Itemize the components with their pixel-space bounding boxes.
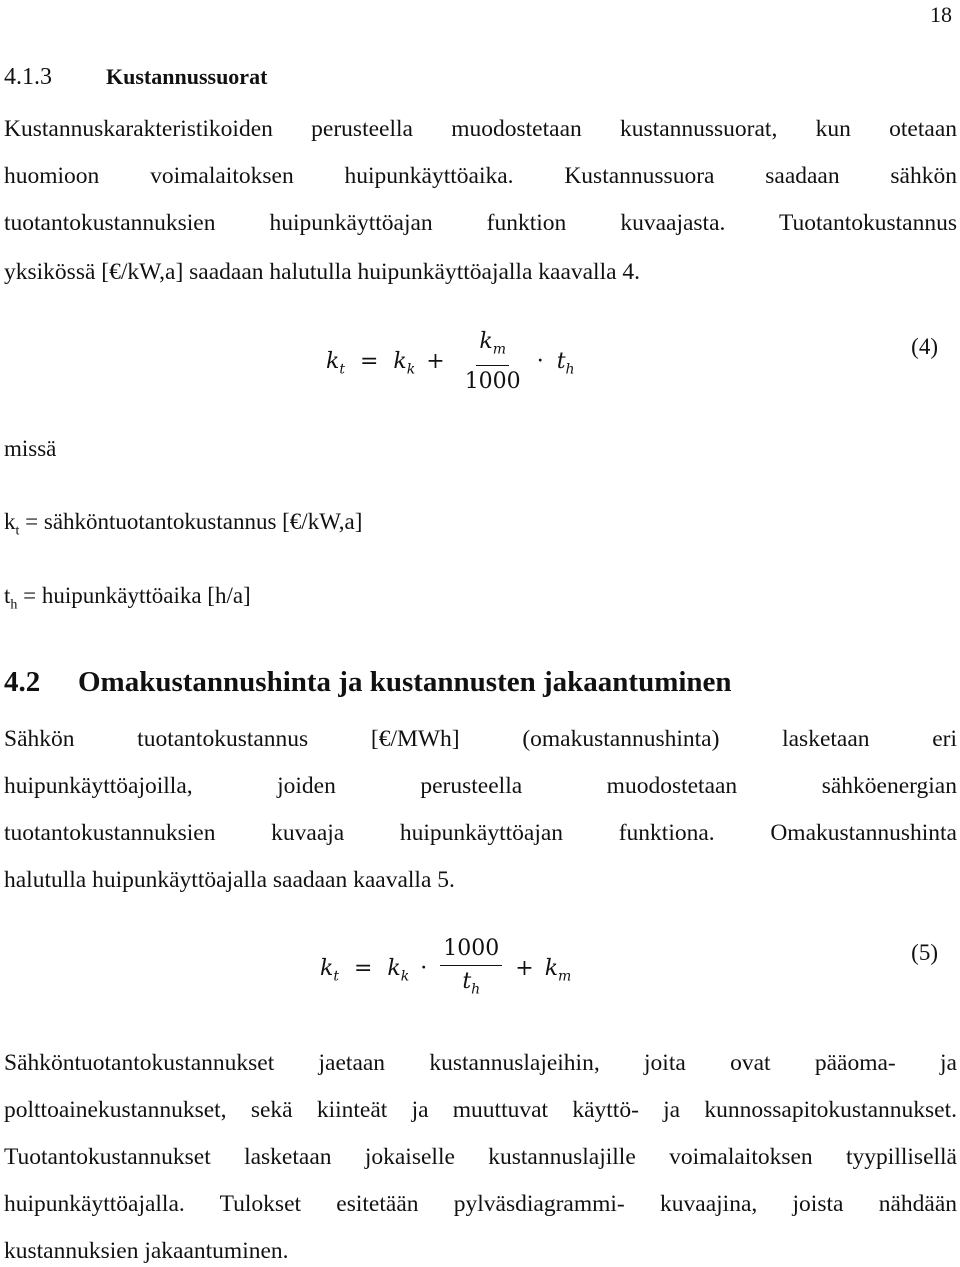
equation-4: $k_t = k_k$ + $\frac{k_m}{1000}$ · $t_h$ xyxy=(326,329,575,395)
paragraph-line: huomioon voimalaitoksen huipunkäyttöaika. Kustannussuora saadaan sähkön xyxy=(4,163,957,189)
paragraph-line: huipunkäyttöajoilla, joiden perusteella muodostetaan sähköenergian xyxy=(4,773,957,799)
paragraph-line: tuotantokustannuksien kuvaaja huipunkäyttöajan funktiona. Omakustannushinta xyxy=(4,820,957,846)
section-heading-4-1-3 xyxy=(4,64,267,91)
definition-th: $t_h$ = huipunkäyttöaika [h/a] xyxy=(4,583,251,613)
where-label: missä xyxy=(4,436,57,461)
paragraph-line: Kustannuskarakteristikoiden perusteella muodostetaan kustannussuorat, kun otetaan xyxy=(4,116,957,142)
equation-5: $k_t = k_k$ · $\frac{1000}{t_h}$ + $k_m$ xyxy=(320,935,571,1003)
equation-number: (5) xyxy=(911,940,938,965)
paragraph-line: kustannuksien jakaantuminen. xyxy=(4,1238,289,1264)
paragraph-line: polttoainekustannukset, sekä kiinteät ja muuttuvat käyttö- ja kunnossapitokustannukset. xyxy=(4,1097,957,1123)
fraction: $\frac{1000}{t_h}$ xyxy=(440,935,502,1003)
paragraph-line: Tuotantokustannukset lasketaan jokaiselle kustannuslajille voimalaitoksen tyypillisellä xyxy=(4,1144,957,1170)
section-title: Kustannussuorat xyxy=(106,64,268,89)
page-number: 18 xyxy=(930,2,952,27)
fraction: $\frac{k_m}{1000}$ xyxy=(464,329,521,395)
paragraph-line: tuotantokustannuksien huipunkäyttöajan funktion kuvaajasta. Tuotantokustannus xyxy=(4,210,957,236)
paragraph-line: Sähköntuotantokustannukset jaetaan kustannuslajeihin, joita ovat pääoma- ja xyxy=(4,1050,957,1076)
section-number: 4.1.3 xyxy=(4,64,52,90)
paragraph-line: halutulla huipunkäyttöajalla saadaan kaavalla 5. xyxy=(4,867,455,893)
section-title: Omakustannushinta ja kustannusten jakaantuminen xyxy=(78,666,732,698)
section-number: 4.2 xyxy=(4,666,41,698)
equation-number: (4) xyxy=(911,334,938,359)
section-heading-4-2 xyxy=(4,666,732,699)
definition-kt: $k_t$ = sähköntuotantokustannus [€/kW,a] xyxy=(4,509,363,539)
paragraph-line: Sähkön tuotantokustannus [€/MWh] (omakustannushinta) lasketaan eri xyxy=(4,726,957,752)
paragraph-line: yksikössä [€/kW,a] saadaan halutulla huipunkäyttöajalla kaavalla 4. xyxy=(4,259,641,285)
paragraph-line: huipunkäyttöajalla. Tulokset esitetään pylväsdiagrammi- kuvaajina, joista nähdään xyxy=(4,1191,957,1217)
